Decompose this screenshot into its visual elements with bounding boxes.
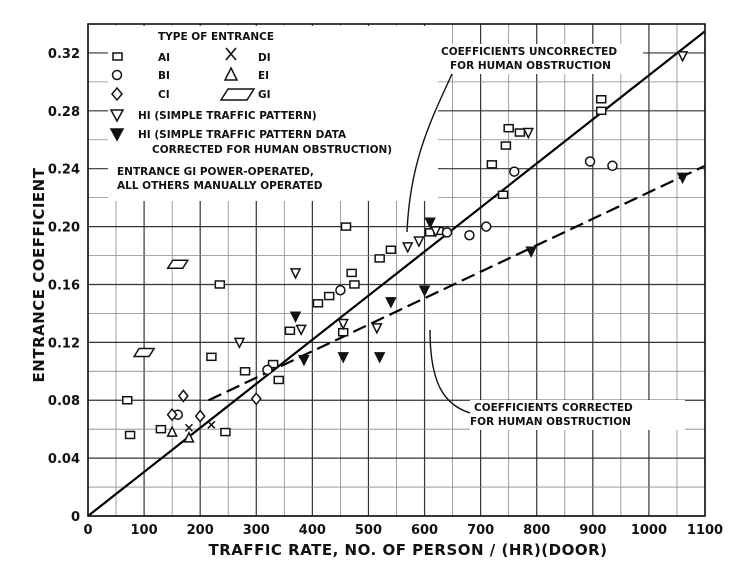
x-tick-label: 200 (186, 523, 214, 538)
legend-label-hi-corrected-continuation: CORRECTED FOR HUMAN OBSTRUCTION) (152, 144, 393, 156)
x-axis-title: TRAFFIC RATE, NO. OF PERSON / (HR)(DOOR) (208, 541, 608, 559)
point-square (207, 353, 216, 360)
legend-label-ei: EI (258, 70, 270, 82)
legend-label-gi: GI (258, 89, 271, 101)
point-circle (608, 161, 617, 170)
x-tick-label: 700 (467, 523, 495, 538)
point-cross (208, 421, 215, 428)
x-tick-label: 300 (242, 523, 270, 538)
y-tick-label: 0.12 (47, 336, 80, 352)
point-triangle (168, 427, 177, 436)
point-triangle-down-filled (420, 286, 429, 295)
point-circle (336, 286, 345, 295)
y-tick-label: 0 (70, 510, 80, 525)
x-tick-label: 1000 (630, 523, 668, 538)
legend (108, 26, 438, 201)
annotation-uncorrected-line2: FOR HUMAN OBSTRUCTION (450, 60, 611, 72)
point-triangle-down-filled (386, 298, 395, 307)
point-square (597, 107, 606, 114)
point-triangle-down (372, 324, 381, 333)
point-square (285, 327, 294, 334)
point-triangle-down (403, 243, 412, 252)
point-triangle-down (678, 52, 687, 61)
point-square (504, 125, 513, 132)
point-square (126, 431, 135, 438)
x-tick-label: 600 (410, 523, 439, 538)
point-triangle-down-filled (426, 218, 435, 227)
point-circle (442, 228, 451, 237)
legend-label-di: DI (258, 52, 271, 64)
x-tick-label: 400 (298, 523, 326, 538)
point-circle (510, 167, 519, 176)
point-square (221, 429, 230, 436)
x-tick-label: 1100 (686, 523, 724, 538)
legend-entry-hi-simple (111, 110, 317, 122)
x-tick-label: 100 (130, 523, 158, 538)
point-triangle-down-filled (299, 356, 308, 365)
point-square (347, 269, 356, 276)
legend-label-hi-corrected: HI (SIMPLE TRAFFIC PATTERN DATA (138, 129, 347, 141)
point-square (215, 281, 224, 288)
point-square (375, 255, 384, 262)
point-square (515, 129, 524, 136)
point-square (123, 397, 132, 404)
legend-label-ai: AI (158, 52, 171, 64)
y-tick-label: 0.16 (47, 278, 80, 294)
point-triangle-down (297, 325, 306, 334)
point-square (241, 368, 250, 375)
point-square (325, 293, 334, 300)
point-square (274, 376, 283, 383)
point-square (597, 96, 606, 103)
y-tick-label: 0.20 (47, 220, 80, 236)
point-square (386, 246, 395, 253)
x-tick-label: 0 (83, 523, 93, 538)
point-cross (185, 424, 192, 431)
point-circle (465, 231, 474, 240)
point-square (350, 281, 359, 288)
point-triangle-down (414, 237, 423, 246)
y-tick-label: 0.04 (47, 452, 80, 468)
point-triangle-down-filled (291, 312, 300, 321)
point-square (156, 426, 165, 433)
point-diamond (196, 411, 205, 422)
point-parallelogram (168, 260, 188, 268)
legend-title: TYPE OF ENTRANCE (158, 31, 275, 43)
point-square (487, 161, 496, 168)
point-triangle-down (291, 269, 300, 278)
point-square (499, 191, 508, 198)
y-tick-label: 0.28 (47, 104, 80, 120)
y-tick-label: 0.32 (47, 46, 80, 62)
y-tick-label: 0.08 (47, 394, 80, 410)
legend-label-hi-simple: HI (SIMPLE TRAFFIC PATTERN) (138, 110, 317, 122)
point-triangle-down-filled (375, 353, 384, 362)
y-tick-label: 0.24 (47, 162, 80, 178)
legend-label-bi: BI (158, 70, 170, 82)
point-circle (586, 157, 595, 166)
point-triangle-down-filled (527, 247, 536, 256)
point-square (342, 223, 351, 230)
x-tick-label: 500 (354, 523, 383, 538)
point-triangle-down (524, 129, 533, 138)
annotation-corrected-line2: FOR HUMAN OBSTRUCTION (470, 416, 631, 428)
point-square (501, 142, 510, 149)
point-parallelogram (134, 348, 154, 356)
point-square (313, 300, 322, 307)
point-circle (263, 365, 272, 374)
x-tick-label: 900 (579, 523, 607, 538)
annotation-uncorrected-line1: COEFFICIENTS UNCORRECTED (441, 46, 618, 58)
legend-label-ci: CI (158, 89, 170, 101)
annotation-corrected-line1: COEFFICIENTS CORRECTED (474, 402, 633, 414)
point-diamond (252, 393, 261, 404)
legend-note-line2: ALL OTHERS MANUALLY OPERATED (117, 180, 323, 192)
point-circle (482, 222, 491, 231)
x-tick-label: 800 (523, 523, 551, 538)
y-axis-title: ENTRANCE COEFFICIENT (30, 167, 48, 383)
legend-note-line1: ENTRANCE GI POWER-OPERATED, (117, 166, 314, 178)
